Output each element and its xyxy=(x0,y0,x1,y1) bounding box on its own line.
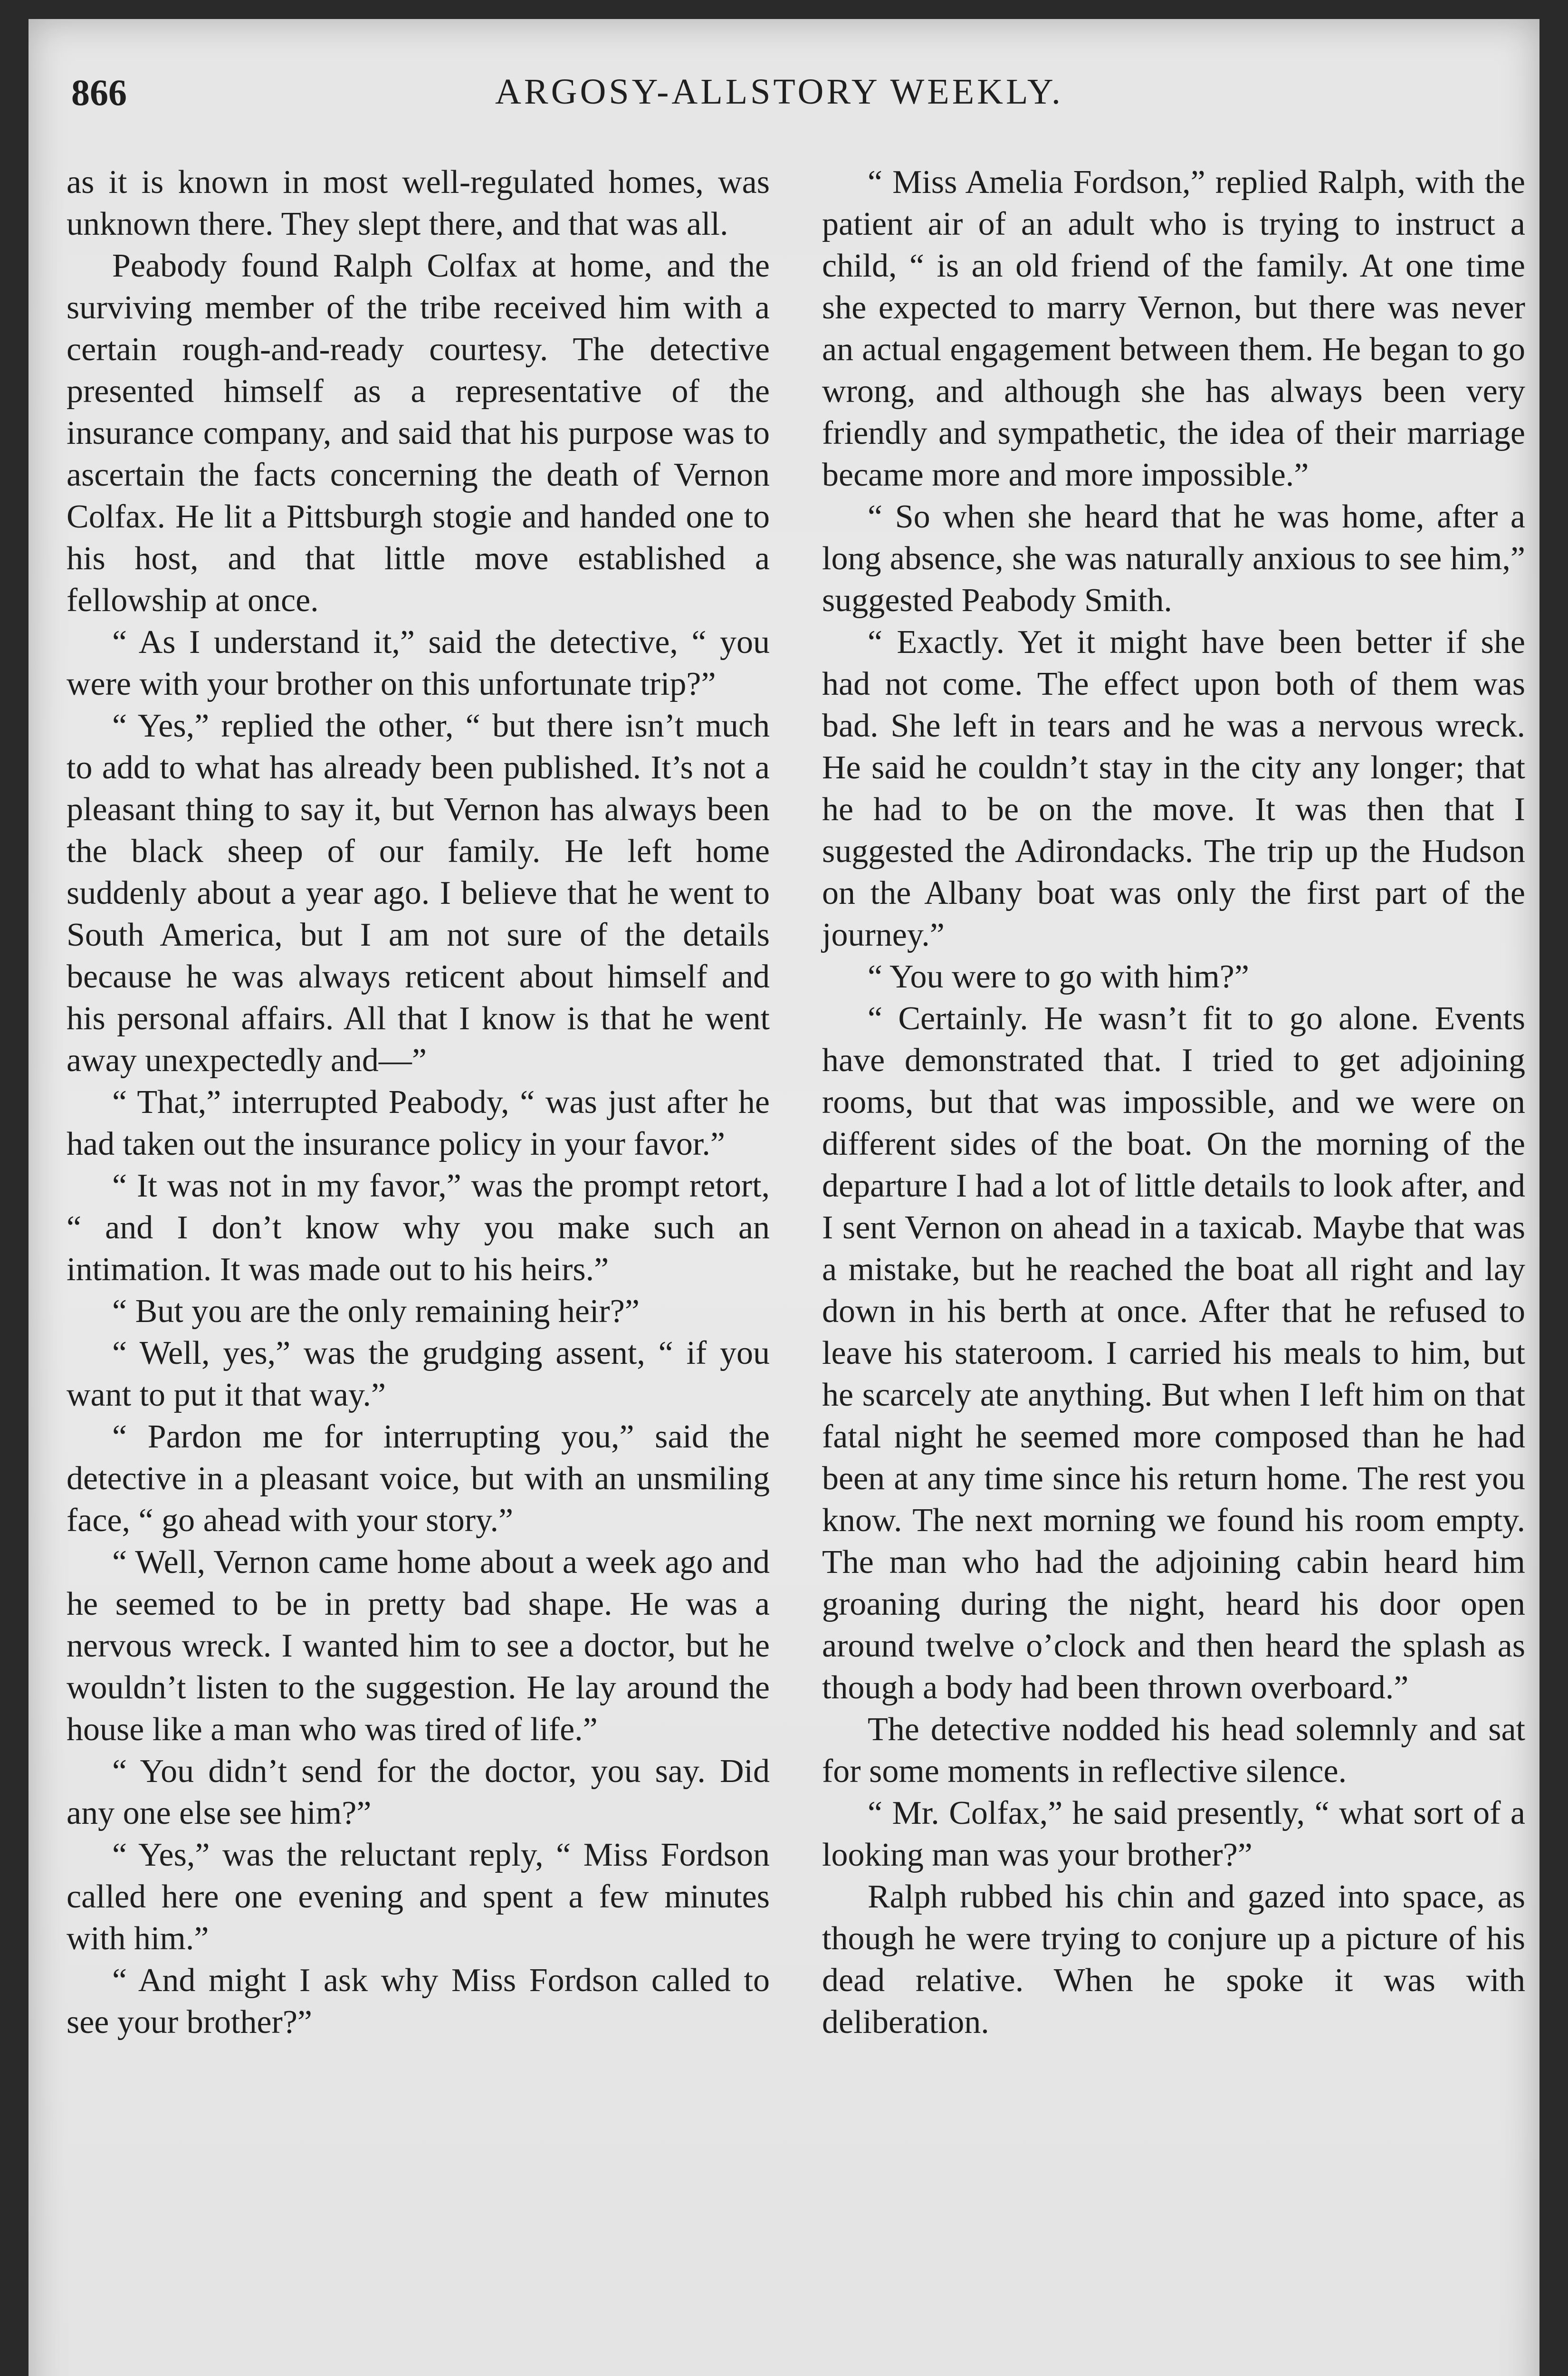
paragraph: “ Yes,” replied the other, “ but there isn’t much to add to what has already been published. It’s not a pleasant thing to say it, but Vernon has always been the black sheep of our family. He left home suddenly about a year ago. I believe that he went to South America, but I am not sure of the details because he was always reticent about himself and his personal affairs. All that I know is that he went away unexpectedly and—” xyxy=(67,708,770,1079)
paragraph: “ Well, Vernon came home about a week ago and he seemed to be in pretty bad shape. He was a nervous wreck. I wanted him to see a doctor, but he wouldn’t listen to the suggestion. He lay around the house like a man who was tired of life.” xyxy=(67,1544,770,1748)
running-title: ARGOSY-ALLSTORY WEEKLY. xyxy=(495,72,1063,112)
paragraph: “ That,” interrupted Peabody, “ was just after he had taken out the insurance policy in your favor.” xyxy=(67,1084,770,1162)
left-column xyxy=(67,162,770,2043)
right-column xyxy=(822,162,1525,2043)
paragraph: The detective nodded his head solemnly and sat for some moments in reflective silence. xyxy=(822,1711,1525,1790)
paragraph: “ So when she heard that he was home, after a long absence, she was naturally anxious to see him,” suggested Peabody Smith. xyxy=(822,498,1525,619)
paragraph: Peabody found Ralph Colfax at home, and the surviving member of the tribe received him with a certain rough-and-ready courtesy. The detective presented himself as a representative of the insurance company, and said that his purpose was to ascertain the facts concerning the death of Vernon Colfax. He lit a Pittsburgh stogie and handed one to his host, and that little move established a fellowship at once. xyxy=(67,248,770,619)
paragraph: “ Well, yes,” was the grudging assent, “ if you want to put it that way.” xyxy=(67,1335,770,1413)
paragraph: as it is known in most well-regulated homes, was unknown there. They slept there, and that was all. xyxy=(67,164,770,242)
paragraph: “ But you are the only remaining heir?” xyxy=(112,1293,640,1330)
paragraph: “ You didn’t send for the doctor, you say. Did any one else see him?” xyxy=(67,1753,770,1831)
paragraph: “ You were to go with him?” xyxy=(868,958,1249,995)
paragraph: “ Miss Amelia Fordson,” replied Ralph, with the patient air of an adult who is trying to instruct a child, “ is an old friend of the family. At one time she expected to marry Vernon, but there was never an actual engagement between them. He began to go wrong, and although she has always been very friendly and sympathetic, the idea of their marriage became more and more impossible.” xyxy=(822,164,1525,493)
paragraph: “ Exactly. Yet it might have been better if she had not come. The effect upon both of them was bad. She left in tears and he was a nervous wreck. He said he couldn’t stay in the city any longer; that he had to be on the move. It was then that I suggested the Adirondacks. The trip up the Hudson on the Albany boat was only the first part of the journey.” xyxy=(822,624,1525,953)
paragraph: “ Mr. Colfax,” he said presently, “ what sort of a looking man was your brother?” xyxy=(822,1795,1525,1873)
magazine-page xyxy=(29,19,1539,2376)
paragraph: “ Pardon me for interrupting you,” said the detective in a pleasant voice, but with an unsmiling face, “ go ahead with your story.” xyxy=(67,1418,770,1539)
page-number: 866 xyxy=(71,72,127,113)
paragraph: “ And might I ask why Miss Fordson called to see your brother?” xyxy=(67,1962,770,2041)
paragraph: “ It was not in my favor,” was the prompt retort, “ and I don’t know why you make such an intimation. It was made out to his heirs.” xyxy=(67,1168,770,1288)
paragraph: “ Yes,” was the reluctant reply, “ Miss Fordson called here one evening and spent a few minutes with him.” xyxy=(67,1837,770,1957)
paragraph: “ Certainly. He wasn’t fit to go alone. Events have demonstrated that. I tried to get adjoining rooms, but that was impossible, and we were on different sides of the boat. On the morning of the departure I had a lot of little details to look after, and I sent Vernon on ahead in a taxicab. Maybe that was a mistake, but he reached the boat all right and lay down in his berth at once. After that he refused to leave his stateroom. I carried his meals to him, but he scarcely ate anything. But when I left him on that fatal night he seemed more composed than he had been at any time since his return home. The rest you know. The next morning we found his room empty. The man who had the adjoining cabin heard him groaning during the night, heard his door open around twelve o’clock and then heard the splash as though a body had been thrown overboard.” xyxy=(822,1000,1525,1706)
paragraph: Ralph rubbed his chin and gazed into space, as though he were trying to conjure up a picture of his dead relative. When he spoke it was with deliberation. xyxy=(822,1878,1525,2041)
page-header xyxy=(71,71,1487,147)
paragraph: “ As I understand it,” said the detective, “ you were with your brother on this unfortunate trip?” xyxy=(67,624,770,702)
